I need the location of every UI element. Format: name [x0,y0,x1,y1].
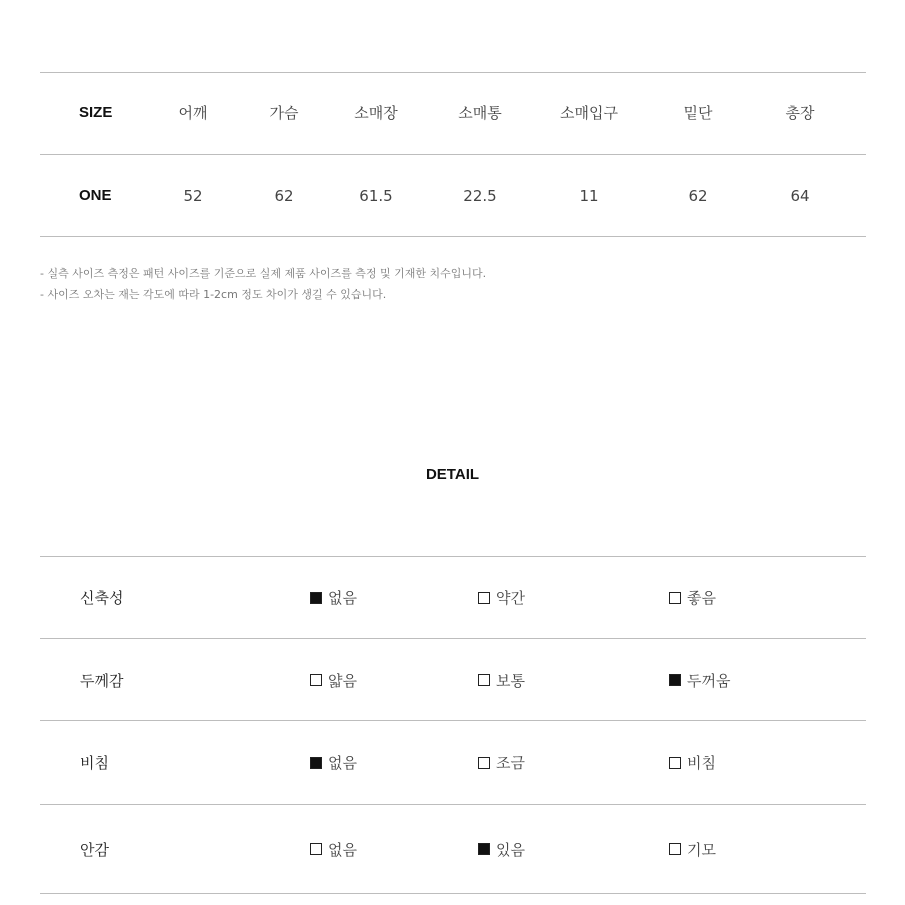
detail-row-label: 두께감 [80,671,124,690]
checkbox-icon [478,757,490,769]
value-chest: 62 [274,187,294,205]
header-hem: 밑단 [683,104,713,122]
option-label: 없음 [328,589,357,607]
size-header-label: SIZE [79,104,113,121]
option-label: 있음 [496,840,525,859]
option-label: 두꺼움 [687,671,731,690]
option-label: 얇음 [328,671,357,690]
header-chest: 가슴 [269,104,299,122]
option [478,639,525,721]
checkbox-icon [310,843,322,855]
option [669,557,716,638]
header-sleeve-width: 소매통 [458,104,502,122]
table-bottom-divider [40,236,866,237]
checkbox-icon [669,757,681,769]
checkbox-icon [310,592,322,604]
detail-row-label: 안감 [80,840,109,859]
detail-row-label: 비침 [80,754,109,772]
option [669,721,716,804]
detail-bottom-divider [40,893,866,894]
detail-row-label: 신축성 [80,589,124,607]
detail-row-thickness [40,639,866,721]
option-label: 보통 [496,671,525,690]
option [669,805,716,893]
checkbox-icon [669,592,681,604]
value-cuff: 11 [579,187,599,205]
header-shoulder: 어깨 [178,104,208,122]
header-total-length: 총장 [785,104,815,122]
option [310,805,357,893]
option-label: 없음 [328,754,357,772]
header-cuff: 소매입구 [560,104,618,122]
note-line: - 실측 사이즈 측정은 패턴 사이즈를 기준으로 실제 제품 사이즈를 측정 및 기재한 치수입니다. [40,267,487,280]
note-line: - 사이즈 오차는 재는 각도에 따라 1-2cm 정도 차이가 생길 수 있습니다. [40,288,387,301]
value-total-length: 64 [790,187,810,205]
value-hem: 62 [688,187,708,205]
option-label: 조금 [496,754,525,772]
option [310,721,357,804]
checkbox-icon [478,843,490,855]
detail-row-sheerness [40,721,866,804]
checkbox-icon [478,674,490,686]
header-sleeve-length: 소매장 [354,104,398,122]
option [310,557,357,638]
checkbox-icon [310,757,322,769]
size-header-row [40,72,866,154]
option [669,639,730,721]
option-label: 기모 [687,840,716,859]
option-label: 없음 [328,840,357,859]
detail-row-lining [40,805,866,893]
checkbox-icon [669,843,681,855]
option [478,805,525,893]
option-label: 약간 [496,589,525,607]
size-value-label: ONE [79,187,112,204]
detail-row-stretch [40,557,866,638]
size-data-row [40,155,866,237]
option [478,557,525,638]
option [310,639,357,721]
checkbox-icon [310,674,322,686]
checkbox-icon [669,674,681,686]
value-sleeve-length: 61.5 [359,187,393,205]
value-shoulder: 52 [183,187,203,205]
option [478,721,525,804]
value-sleeve-width: 22.5 [463,187,497,205]
option-label: 좋음 [687,589,716,607]
option-label: 비침 [687,754,716,772]
detail-title: DETAIL [425,466,480,483]
checkbox-icon [478,592,490,604]
measurement-notes [40,263,486,305]
